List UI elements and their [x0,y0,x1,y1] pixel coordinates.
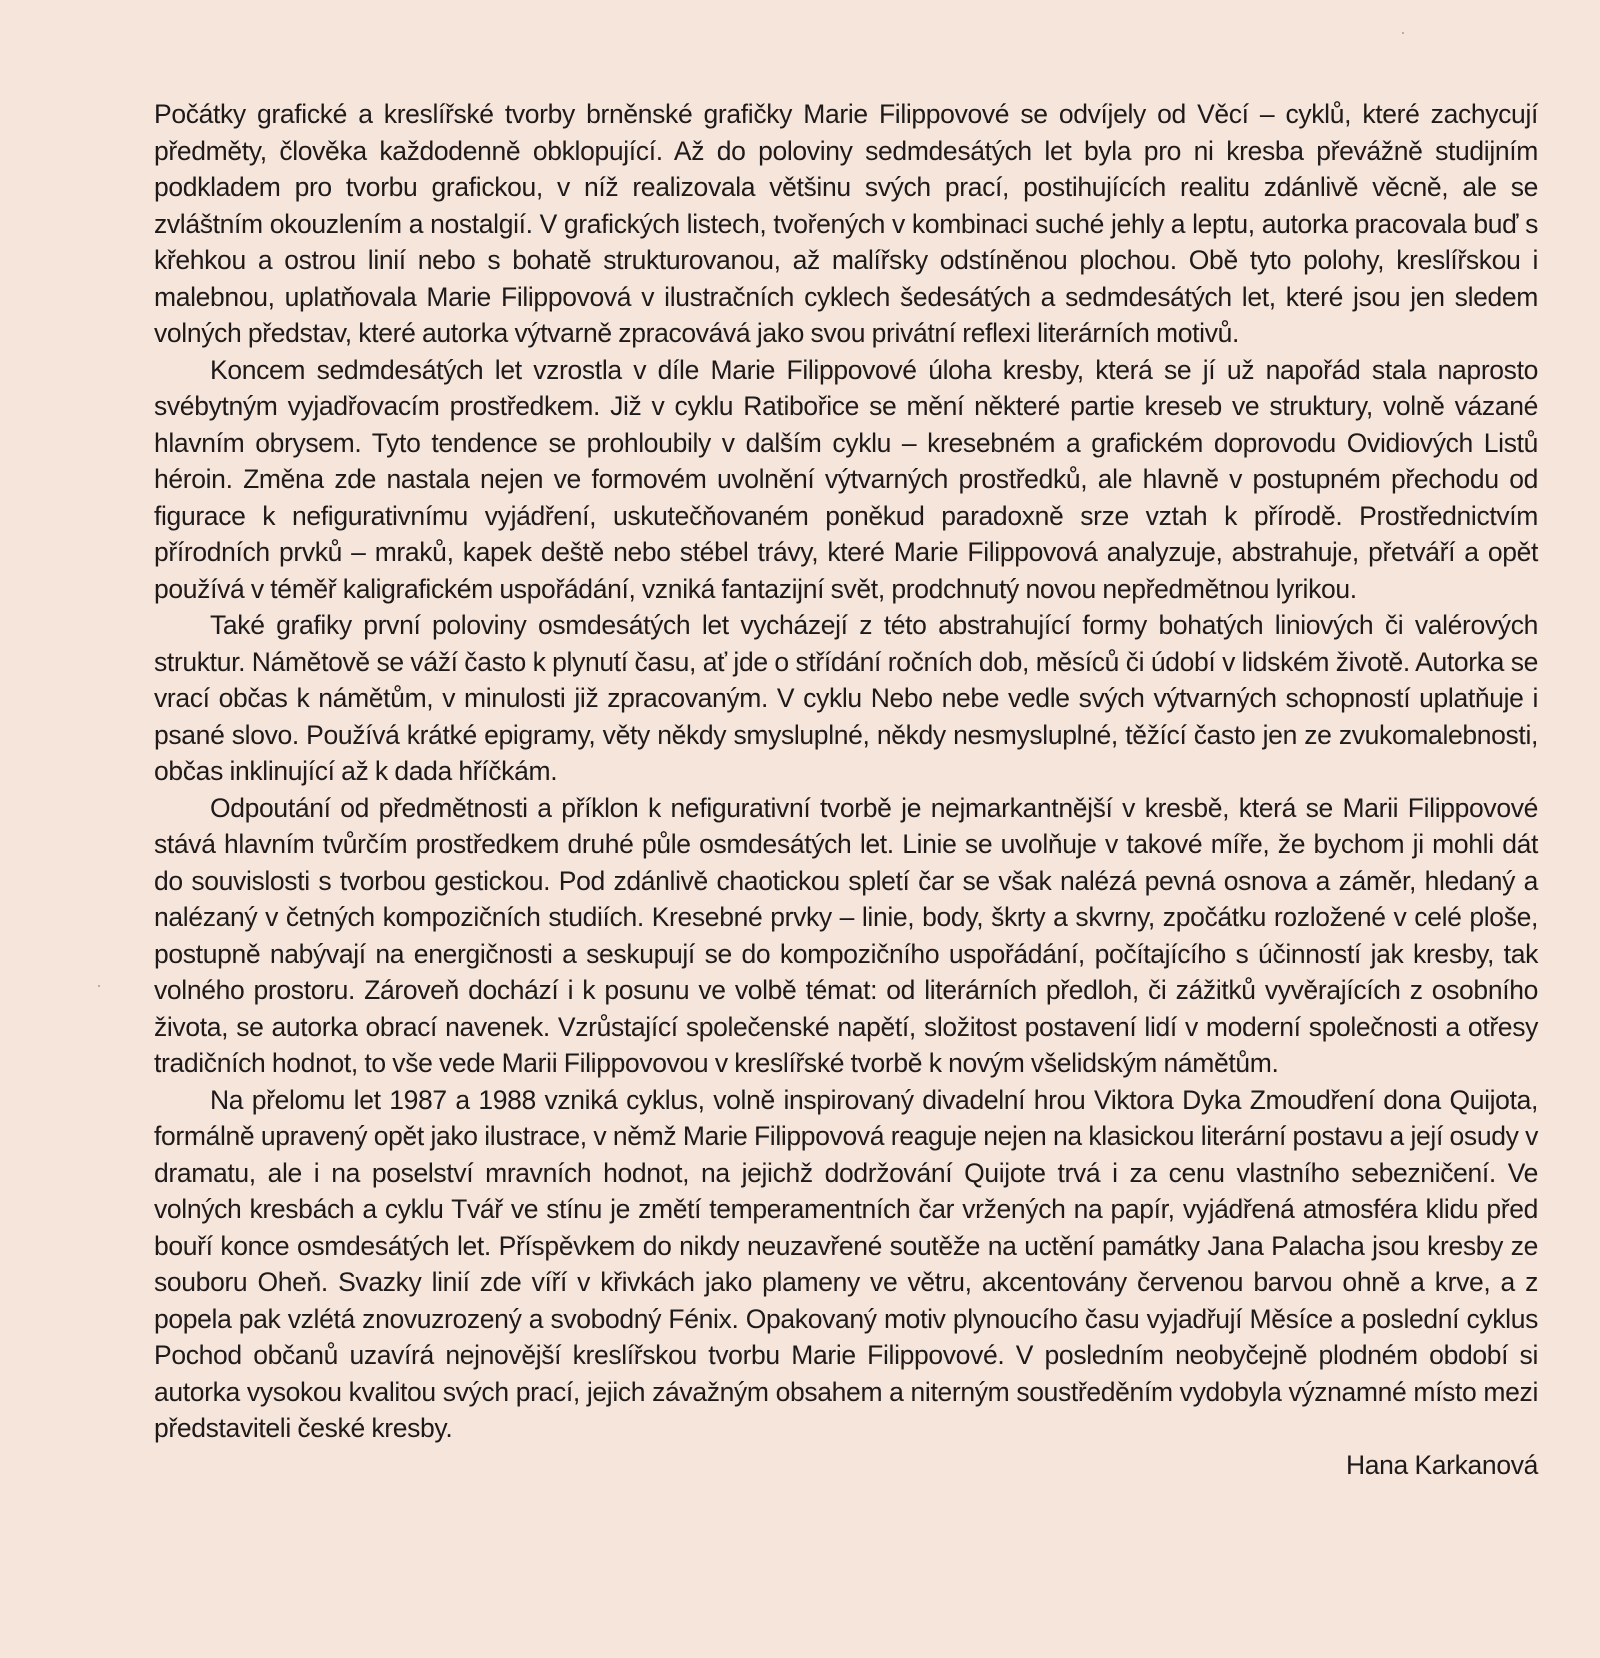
author-signature: Hana Karkanová [1345,1449,1538,1480]
paragraph-5: Na přelomu let 1987 a 1988 vzniká cyklus, volně inspirovaný divadelní hrou Viktora Dyka Zmoudření dona Quijota, formálně upravený opět jako ilustrace, v němž Marie Filippovová reaguje nejen na klasickou literární postavu a její osudy v dramatu, ale i na poselství mravních hodnot, na jejichž dodržování Quijote trvá i za cenu vlastního sebezničení. Ve volných kresbách a cyklu Tvář ve stínu je změtí temperamentních čar vržených na papír, vyjádřená atmosféra klidu před bouří konce osmdesátých let. Příspěvkem do nikdy neuzavřené soutěže na uctění památky Jana Palacha jsou kresby ze souboru Oheň. Svazky linií zde víří v křivkách jako plameny ve větru, akcentovány červenou barvou ohně a krve, a z popela pak vzlétá znovuzrozený a svobodný Fénix. Opakovaný motiv plynoucího času vyjadřují Měsíce a poslední cyklus Pochod občanů uzavírá nejnovější kreslířskou tvorbu Marie Filippovové. V posledním neobyčejně plodném období si autorka vysokou kvalitou svých prací, jejich závažným obsahem a niterným soustředěním vydobyla významné místo mezi představiteli české kresby. [154,1084,1538,1443]
article-body [154,96,1538,1483]
paper-speck [98,985,100,987]
paragraph-3: Také grafiky první poloviny osmdesátých let vycházejí z této abstrahující formy bohatých liniových či valérových struktur. Námětově se váží často k plynutí času, ať jde o střídání ročních dob, měsíců či údobí v lidském životě. Autorka se vrací občas k námětům, v minulosti již zpracovaným. V cyklu Nebo nebe vedle svých výtvarných schopností uplatňuje i psané slovo. Používá krátké epigramy, věty někdy smysluplné, někdy nesmysluplné, těžící často jen ze zvukomalebnosti, občas inklinující až k dada hříčkám. [154,610,1538,786]
paragraph-2: Koncem sedmdesátých let vzrostla v díle Marie Filippovové úloha kresby, která se jí už napořád stala naprosto svébytným vyjadřovacím prostředkem. Již v cyklu Ratibořice se mění některé partie kreseb ve struktury, volně vázané hlavním obrysem. Tyto tendence se prohloubily v dalším cyklu – kresebném a grafickém doprovodu Ovidiových Listů héroin. Změna zde nastala nejen ve formovém uvolnění výtvarných prostředků, ale hlavně v postupném přechodu od figurace k nefigurativnímu vyjádření, uskutečňovaném poněkud paradoxně srze vztah k přírodě. Prostřednictvím přírodních prvků – mraků, kapek deště nebo stébel trávy, které Marie Filippovová analyzuje, abstrahuje, přetváří a opět používá v téměř kaligrafickém uspořádání, vzniká fantazijní svět, prodchnutý novou nepředmětnou lyrikou. [154,354,1538,604]
paragraph-1: Počátky grafické a kreslířské tvorby brněnské grafičky Marie Filippovové se odvíjely od Věcí – cyklů, které zachycují předměty, člověka každodenně obklopující. Až do poloviny sedmdesátých let byla pro ni kresba převážně studijním podkladem pro tvorbu grafickou, v níž realizovala většinu svých prací, postihujících realitu zdánlivě věcně, ale se zvláštním okouzlením a nostalgií. V grafických listech, tvořených v kombinaci suché jehly a leptu, autorka pracovala buď s křehkou a ostrou linií nebo s bohatě strukturovanou, až malířsky odstíněnou plochou. Obě tyto polohy, kreslířskou i malebnou, uplatňovala Marie Filippovová v ilustračních cyklech šedesátých a sedmdesátých let, které jsou jen sledem volných představ, které autorka výtvarně zpracovává jako svou privátní reflexi literárních motivů. [154,99,1538,348]
paragraph-4: Odpoutání od předmětnosti a příklon k nefigurativní tvorbě je nejmarkantnější v kresbě, která se Marii Filippovové stává hlavním tvůrčím prostředkem druhé půle osmdesátých let. Linie se uvolňuje v takové míře, že bychom ji mohli dát do souvislosti s tvorbou gestickou. Pod zdánlivě chaotickou spletí čar se však nalézá pevná osnova a záměr, hledaný a nalézaný v četných kompozičních studiích. Kresebné prvky – linie, body, škrty a skvrny, zpočátku rozložené v celé ploše, postupně nabývají na energičnosti a seskupují se do kompozičního uspořádání, počítajícího s účinností jak kresby, tak volného prostoru. Zároveň dochází i k posunu ve volbě témat: od literárních předloh, či zážitků vyvěrajících z osobního života, se autorka obrací navenek. Vzrůstající společenské napětí, složitost postavení lidí v moderní společnosti a otřesy tradičních hodnot, to vše vede Marii Filippovovou v kreslířské tvorbě k novým všelidským námětům. [154,792,1538,1078]
paper-speck [1402,32,1404,34]
